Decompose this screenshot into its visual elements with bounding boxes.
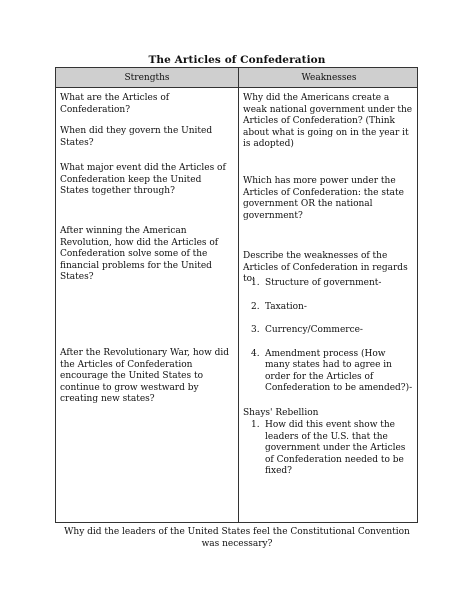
weakness-sublist <box>243 278 413 407</box>
list-item-text: How did this event show the leaders of the U.S. that the government under the Articles of Confederation needed to be fixed? <box>265 420 406 476</box>
strength-question-4: After winning the American Revolution, how did the Articles of Confederation solve some of the financial problems for the United States? <box>60 226 219 282</box>
list-number: 2. <box>251 301 260 312</box>
list-item <box>243 278 413 290</box>
list-item-text: Structure of government- <box>265 278 382 288</box>
footer-question: Why did the leaders of the United States feel the Constitutional Convention was necessary? <box>64 527 410 549</box>
column-divider <box>238 68 239 522</box>
list-number: 1. <box>251 420 260 430</box>
list-item-text: Taxation- <box>265 301 307 312</box>
list-number: 3. <box>251 325 260 335</box>
list-item <box>243 325 413 337</box>
list-item-text: Amendment process (How many states had to agree in order for the Articles of Confederation to be amended?)- <box>265 348 413 393</box>
page-title: The Articles of Confederation <box>148 54 326 66</box>
strength-question-5: After the Revolutionary War, how did the Articles of Confederation encourage the United States to continue to grow westward by creating new states? <box>60 348 230 404</box>
strength-question-3: What major event did the Articles of Confederation keep the United States together through? <box>60 163 226 196</box>
articles-table <box>55 67 418 523</box>
shays-rebellion-title: Shays' Rebellion <box>243 408 319 418</box>
strengths-header: Strengths <box>124 73 170 83</box>
shays-sublist <box>243 420 413 478</box>
list-number: 1. <box>251 278 260 288</box>
table-header <box>56 68 417 88</box>
list-item <box>243 349 413 395</box>
list-item-text: Currency/Commerce- <box>265 325 363 335</box>
list-item <box>243 420 413 478</box>
strength-question-1: What are the Articles of Confederation? <box>60 93 170 115</box>
list-number: 4. <box>251 348 260 359</box>
weakness-question-1: Why did the Americans create a weak national government under the Articles of Confederation? (Think about what is going on in the year it is adopted) <box>243 93 413 149</box>
weakness-question-2: Which has more power under the Articles of Confederation: the state government OR the national government? <box>243 176 404 221</box>
strength-question-2: When did they govern the United States? <box>60 126 213 148</box>
list-item <box>243 302 413 314</box>
weaknesses-header: Weaknesses <box>301 73 357 83</box>
weakness-question-3: Describe the weaknesses of the Articles of Confederation in regards to: <box>243 251 408 284</box>
